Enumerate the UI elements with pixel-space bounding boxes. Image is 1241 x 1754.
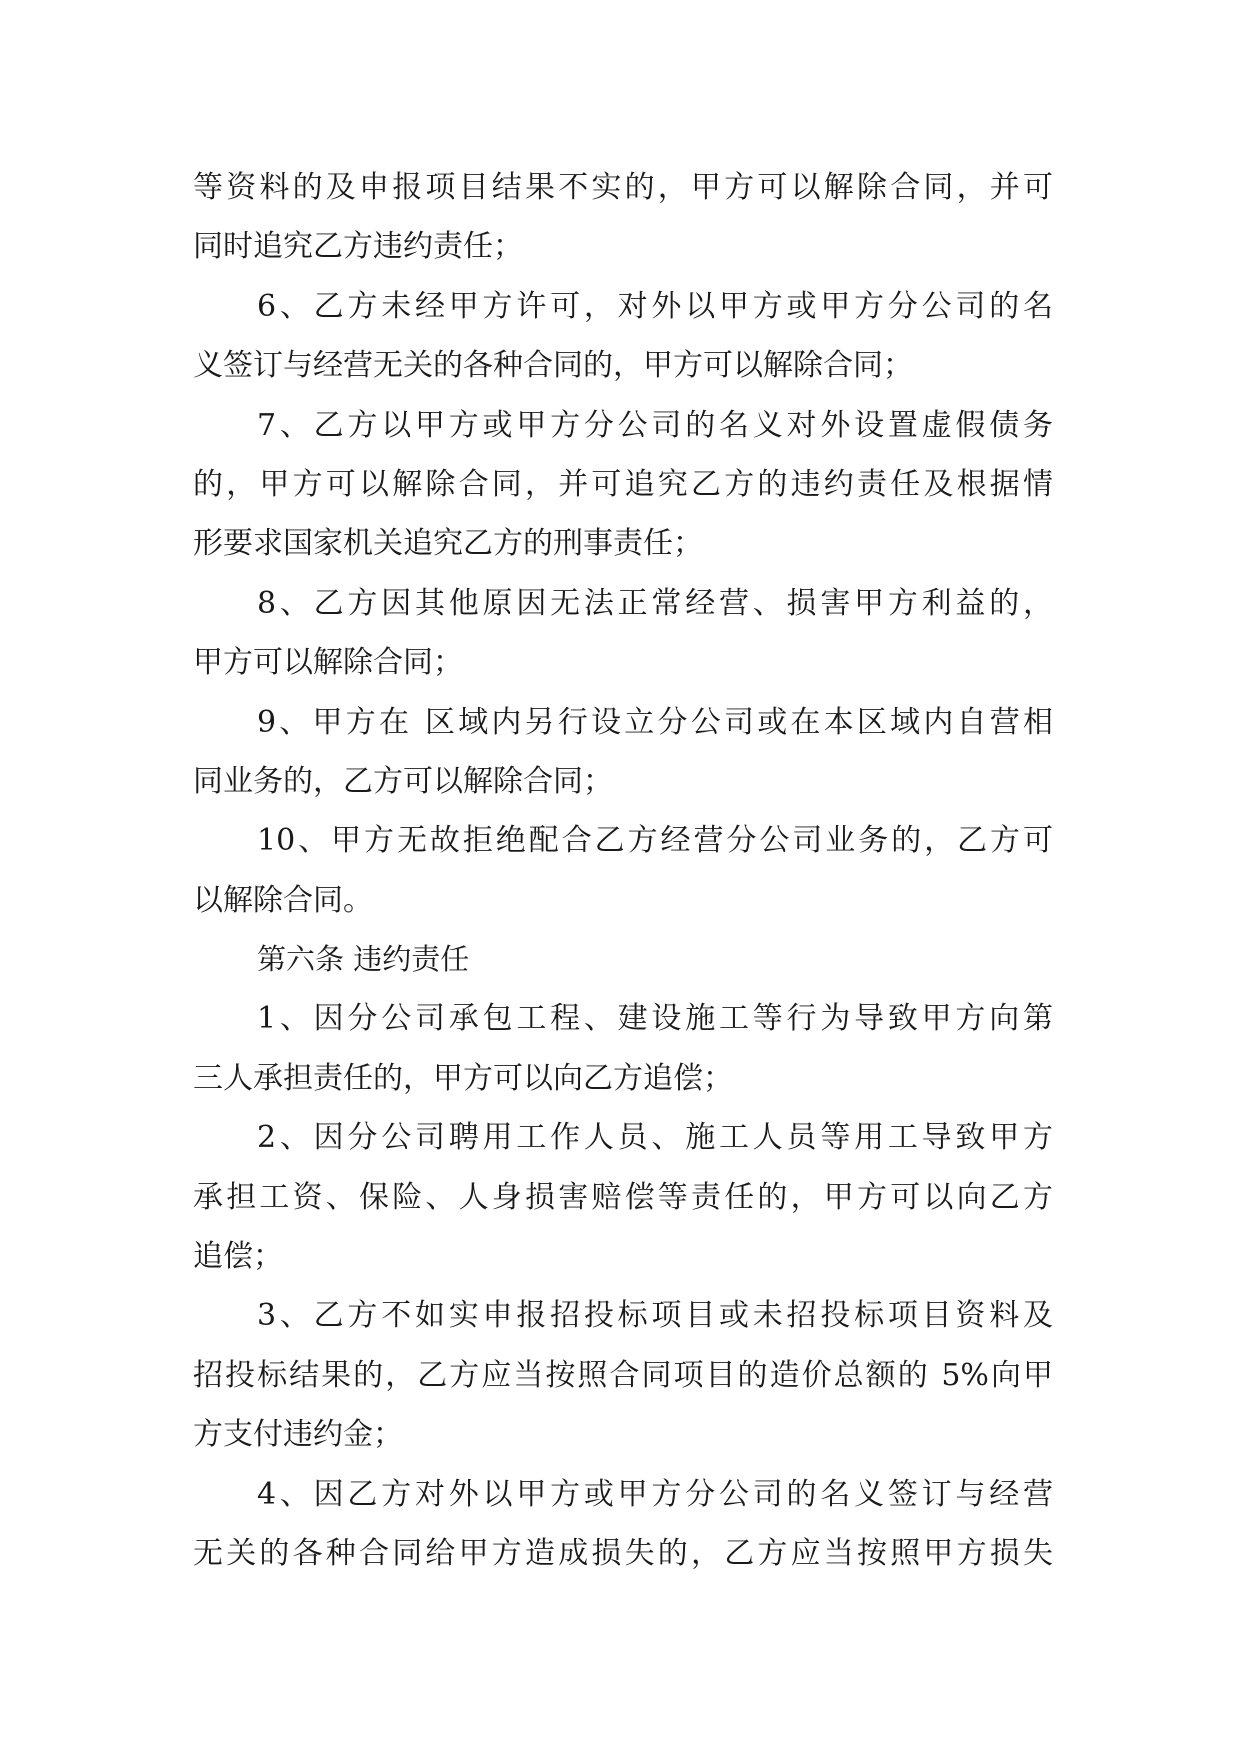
clause-line: 2、因分公司聘用工作人员、施工人员等用工导致甲方 <box>257 1120 1053 1156</box>
text-line: 等资料的及申报项目结果不实的，甲方可以解除合同，并可 <box>193 170 1053 205</box>
clause-line: 1、因分公司承包工程、建设施工等行为导致甲方向第 <box>257 1001 1053 1037</box>
text-line: 三人承担责任的，甲方可以向乙方追偿； <box>193 1060 733 1096</box>
clause-line: 6、乙方未经甲方许可，对外以甲方或甲方分公司的名 <box>257 288 1053 324</box>
text-line: 以解除合同。 <box>193 882 373 918</box>
text-line: 招投标结果的，乙方应当按照合同项目的造价总额的 5%向甲 <box>193 1357 1053 1393</box>
text-line: 方支付违约金； <box>193 1417 403 1453</box>
section-heading: 第六条 违约责任 <box>257 942 470 977</box>
text-line: 追偿； <box>193 1239 283 1275</box>
text-line: 形要求国家机关追究乙方的刑事责任； <box>193 526 703 562</box>
clause-line: 10、甲方无故拒绝配合乙方经营分公司业务的，乙方可 <box>257 823 1053 859</box>
text-line: 承担工资、保险、人身损害赔偿等责任的，甲方可以向乙方 <box>193 1179 1053 1215</box>
clause-line: 4、因乙方对外以甲方或甲方分公司的名义签订与经营 <box>257 1476 1053 1512</box>
body-text <box>193 158 1053 1583</box>
text-line: 无关的各种合同给甲方造成损失的，乙方应当按照甲方损失 <box>193 1535 1053 1571</box>
text-line: 同业务的，乙方可以解除合同； <box>193 763 613 799</box>
clause-line: 8、乙方因其他原因无法正常经营、损害甲方利益的， <box>257 585 1053 621</box>
clause-line: 3、乙方不如实申报招投标项目或未招投标项目资料及 <box>257 1298 1053 1334</box>
clause-line: 9、甲方在 区域内另行设立分公司或在本区域内自营相 <box>257 704 1053 740</box>
clause-line: 7、乙方以甲方或甲方分公司的名义对外设置虚假债务 <box>257 407 1053 443</box>
text-line: 义签订与经营无关的各种合同的，甲方可以解除合同； <box>193 348 913 384</box>
text-line: 甲方可以解除合同； <box>193 645 463 681</box>
text-line: 的，甲方可以解除合同，并可追究乙方的违约责任及根据情 <box>193 466 1053 502</box>
text-line: 同时追究乙方违约责任； <box>193 229 523 265</box>
